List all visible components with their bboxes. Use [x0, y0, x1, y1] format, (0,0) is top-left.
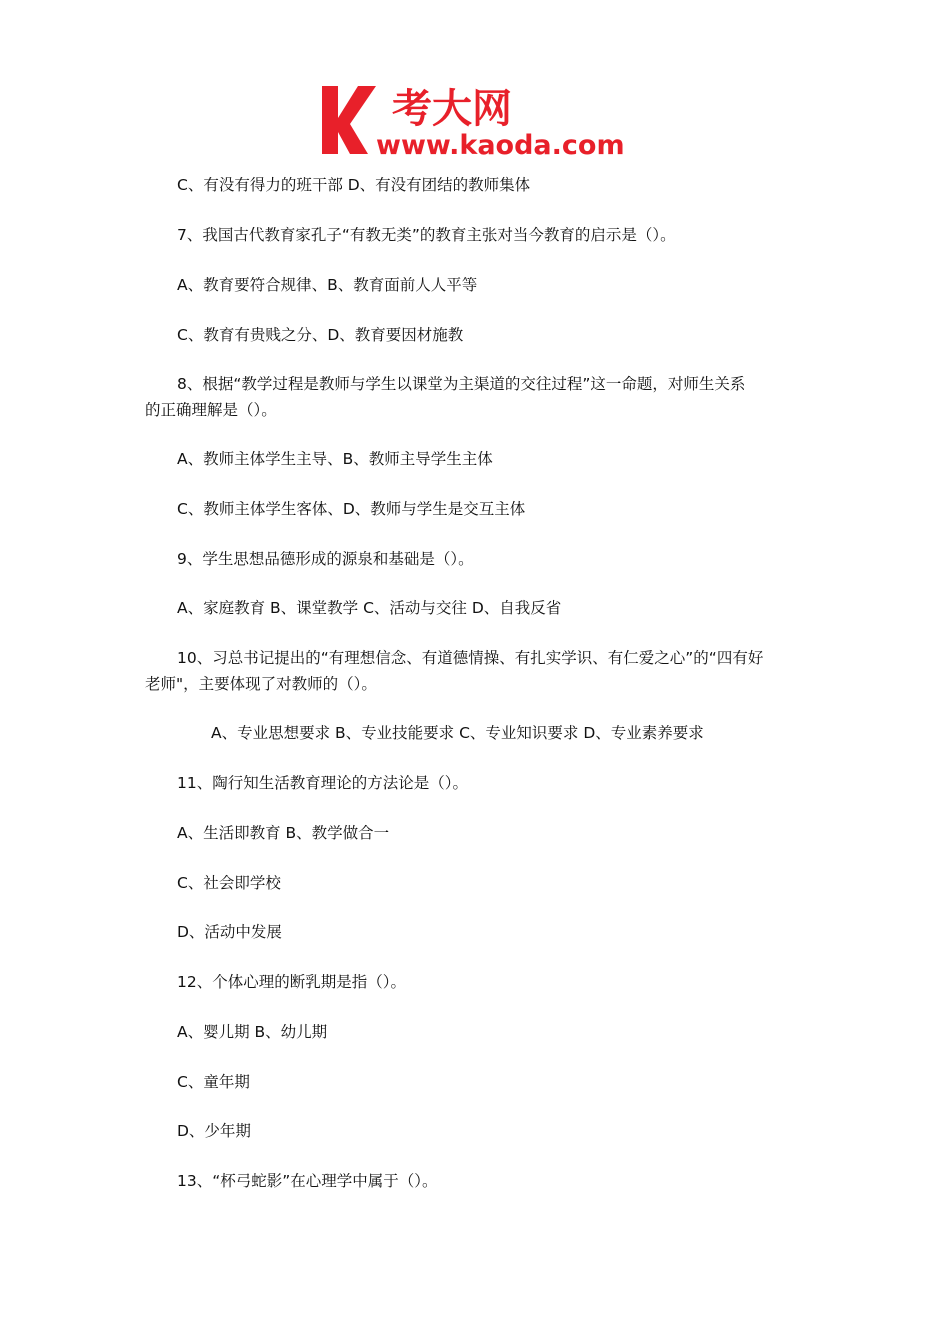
option-line: D、少年期 [177, 1122, 251, 1140]
option-line: C、教师主体学生客体、D、教师与学生是交互主体 [177, 500, 526, 518]
question-11: 11、陶行知生活教育理论的方法论是（）。 [177, 774, 468, 792]
question-8-continued: 的正确理解是（）。 [145, 401, 277, 419]
option-line: A、教育要符合规律、B、教育面前人人平等 [177, 276, 478, 294]
question-7: 7、我国古代教育家孔子“有教无类”的教育主张对当今教育的启示是（）。 [177, 226, 676, 244]
option-line: D、活动中发展 [177, 923, 282, 941]
option-line: C、童年期 [177, 1073, 250, 1091]
question-8: 8、根据“教学过程是教师与学生以课堂为主渠道的交往过程”这一命题，对师生关系 [177, 375, 746, 393]
option-line: C、社会即学校 [177, 874, 281, 892]
svg-text:考大网: 考大网 [392, 86, 512, 132]
question-10-continued: 老师"，主要体现了对教师的（）。 [145, 675, 377, 693]
question-12: 12、个体心理的断乳期是指（）。 [177, 973, 406, 991]
svg-text:www.kaoda.com: www.kaoda.com [376, 130, 625, 160]
option-line: A、教师主体学生主导、B、教师主导学生主体 [177, 450, 493, 468]
option-line: A、专业思想要求 B、专业技能要求 C、专业知识要求 D、专业素养要求 [211, 724, 704, 742]
question-10: 10、习总书记提出的“有理想信念、有道德情操、有扎实学识、有仁爱之心”的“四有好 [177, 649, 764, 667]
option-line: A、生活即教育 B、教学做合一 [177, 824, 390, 842]
option-line: C、有没有得力的班干部 D、有没有团结的教师集体 [177, 176, 531, 194]
option-line: A、婴儿期 B、幼儿期 [177, 1023, 328, 1041]
option-line: C、教育有贵贱之分、D、教育要因材施教 [177, 326, 464, 344]
option-line: A、家庭教育 B、课堂教学 C、活动与交往 D、自我反省 [177, 599, 562, 617]
question-13: 13、“杯弓蛇影”在心理学中属于（）。 [177, 1172, 438, 1190]
question-9: 9、学生思想品德形成的源泉和基础是（）。 [177, 550, 474, 568]
